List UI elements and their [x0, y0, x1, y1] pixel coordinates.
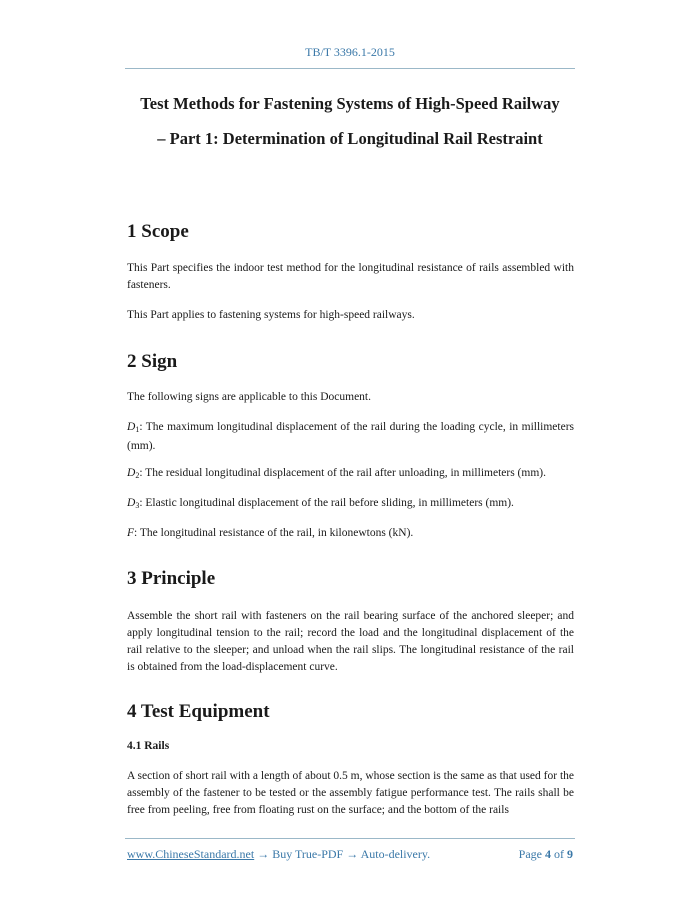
principle-paragraph: Assemble the short rail with fasteners on the rail bearing surface of the anchored sleeper; and apply longitudinal tension to the rail; record the load and the longitudinal displacement of the rail relative to the sleeper; and unload when the rail slips. The longitudinal resistance of the rail is obtained from the load-displacement curve.: [127, 610, 574, 673]
rails-paragraph: A section of short rail with a length of about 0.5 m, whose section is the same as that used for the assembly of the fastener to be tested or the assembly fatigue performance test. The rails shall be free from peeling, free from floating rust on the surface; and the bottom of the rails: [127, 770, 574, 816]
section-heading-scope: 1 Scope: [127, 221, 189, 242]
chinesestandard-link[interactable]: www.ChineseStandard.net: [127, 847, 255, 861]
document-title-line2: – Part 1: Determination of Longitudinal Rail Restraint: [157, 129, 543, 148]
footer-divider: [125, 838, 575, 839]
header-divider: [125, 68, 575, 69]
scope-paragraph-2: This Part applies to fastening systems for high-speed railways.: [127, 309, 415, 321]
footer-promo: www.ChineseStandard.net → Buy True-PDF → Auto-delivery.: [127, 847, 431, 861]
section-heading-sign: 2 Sign: [127, 351, 178, 372]
section-heading-equipment: 4 Test Equipment: [127, 701, 270, 722]
subsection-heading-rails: 4.1 Rails: [127, 740, 170, 752]
section-heading-principle: 3 Principle: [127, 568, 216, 589]
sign-item-d1: $D_1$: The maximum longitudinal displacement of the rail during the loading cycle, in millimeters (mm).: [127, 421, 574, 452]
scope-paragraph-1: This Part specifies the indoor test method for the longitudinal resistance of rails assembled with fasteners.: [127, 262, 574, 291]
page-indicator: Page 4 of 9: [518, 847, 573, 861]
sign-intro: The following signs are applicable to this Document.: [127, 391, 371, 403]
sign-item-f: F: The longitudinal resistance of the rail, in kilonewtons (kN).: [127, 527, 414, 539]
document-code-header: TB/T 3396.1-2015: [305, 45, 395, 59]
document-title-line1: Test Methods for Fastening Systems of High-Speed Railway: [140, 94, 560, 113]
sign-item-d3: $D_3$: Elastic longitudinal displacement of the rail before sliding, in millimeters (mm).: [127, 497, 514, 510]
sign-item-d2: $D_2$: The residual longitudinal displacement of the rail after unloading, in millimeters (mm).: [127, 467, 546, 480]
